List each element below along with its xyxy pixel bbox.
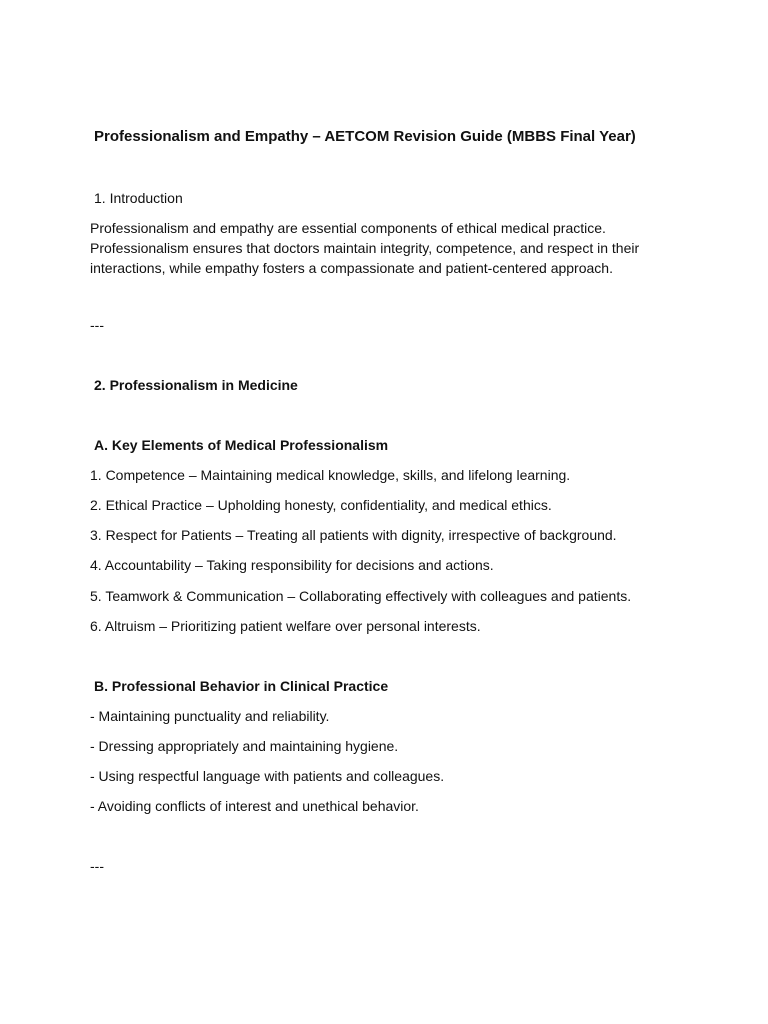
list-item: - Avoiding conflicts of interest and unethical behavior. bbox=[90, 798, 419, 814]
subsection-heading-key-elements: A. Key Elements of Medical Professionalism bbox=[94, 437, 389, 453]
list-item: - Using respectful language with patients and colleagues. bbox=[90, 768, 445, 784]
list-item: - Dressing appropriately and maintaining hygiene. bbox=[90, 738, 399, 754]
section-divider: --- bbox=[90, 317, 104, 333]
list-item: - Maintaining punctuality and reliability. bbox=[90, 708, 330, 724]
introduction-paragraph: Professionalism and empathy are essential components of ethical medical practice. Professionalism ensures that doctors maintain integrity, competence, and respect in their interactions, while empathy fosters a compassionate and patient-centered approach. bbox=[90, 220, 640, 276]
section-heading-professionalism: 2. Professionalism in Medicine bbox=[94, 377, 298, 393]
list-item: 5. Teamwork & Communication – Collaborating effectively with colleagues and patients. bbox=[90, 588, 632, 604]
list-item: 2. Ethical Practice – Upholding honesty, confidentiality, and medical ethics. bbox=[90, 497, 552, 513]
list-item: 3. Respect for Patients – Treating all patients with dignity, irrespective of background. bbox=[90, 527, 617, 543]
list-item: 1. Competence – Maintaining medical knowledge, skills, and lifelong learning. bbox=[90, 467, 571, 483]
section-heading-introduction: 1. Introduction bbox=[94, 190, 183, 206]
section-divider: --- bbox=[90, 858, 104, 874]
list-item: 4. Accountability – Taking responsibility for decisions and actions. bbox=[90, 557, 494, 573]
list-item: 6. Altruism – Prioritizing patient welfare over personal interests. bbox=[90, 618, 481, 634]
subsection-heading-professional-behavior: B. Professional Behavior in Clinical Practice bbox=[94, 678, 389, 694]
document-title: Professionalism and Empathy – AETCOM Revision Guide (MBBS Final Year) bbox=[94, 128, 636, 145]
